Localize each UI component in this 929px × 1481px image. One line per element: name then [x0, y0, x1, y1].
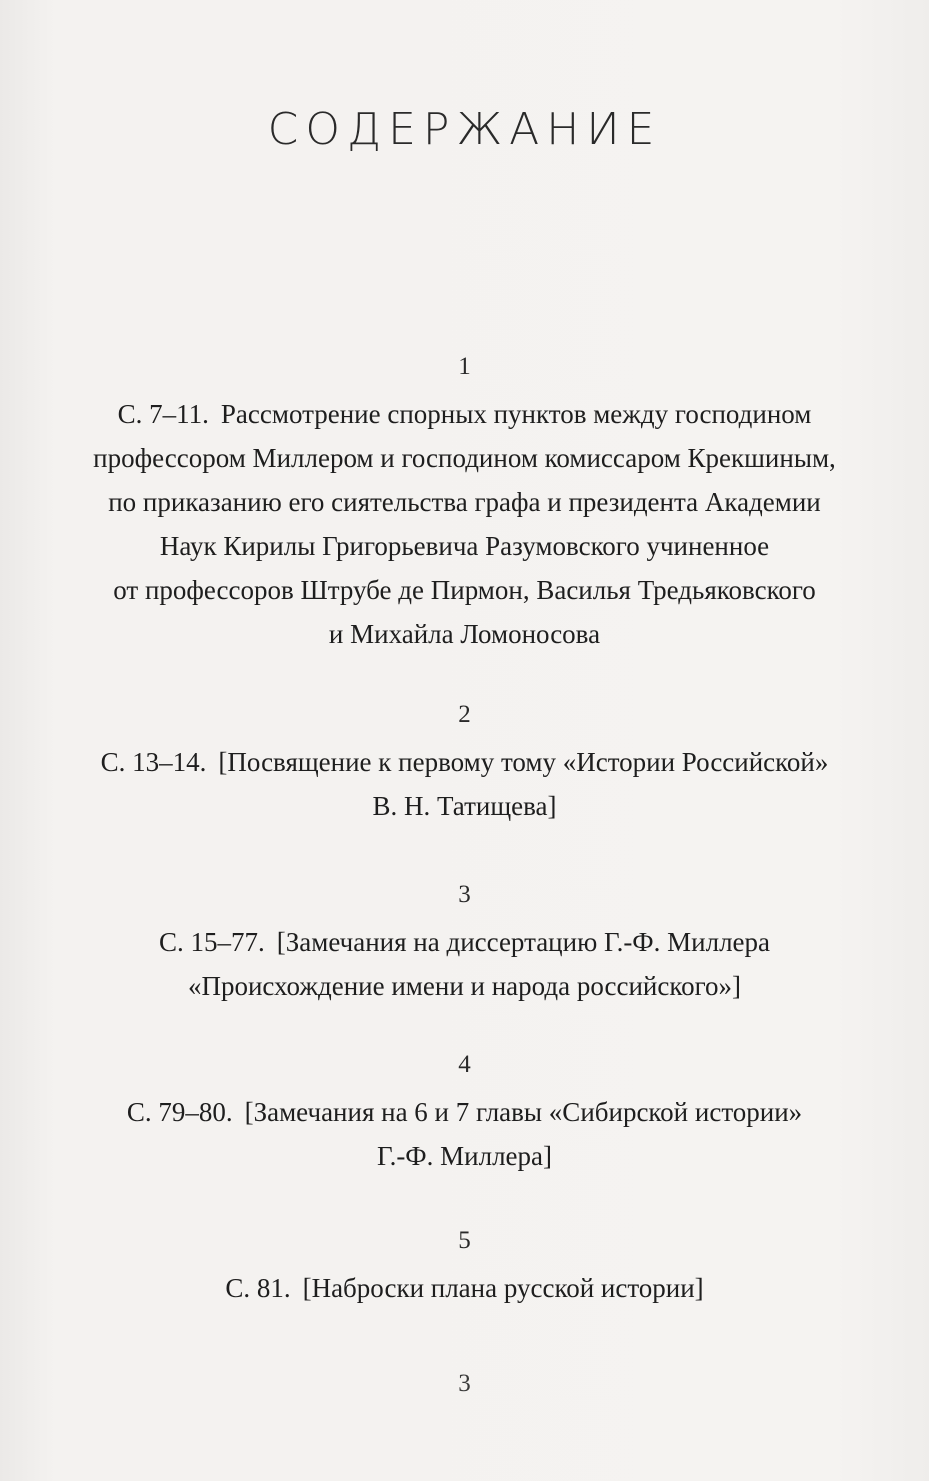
- entry-line: от профессоров Штрубе де Пирмон, Василья Тредьяковского: [113, 575, 816, 605]
- toc-entry: [40, 740, 889, 828]
- section-number: 3: [458, 881, 471, 908]
- page-range: С. 15–77.: [158, 927, 265, 957]
- toc-section-5: [40, 1226, 889, 1310]
- entry-line: Наук Кирилы Григорьевича Разумовского учиненное: [159, 531, 770, 561]
- page-range: С. 13–14.: [100, 747, 207, 777]
- toc-section-4: [40, 1050, 889, 1178]
- entry-line: профессором Миллером и господином комиссаром Крекшиным,: [93, 443, 836, 473]
- page-title: СОДЕРЖАНИЕ: [267, 104, 662, 155]
- entry-line: «Происхождение имени и народа российского»]: [187, 971, 742, 1001]
- entry-line: В. Н. Татищева]: [372, 791, 557, 821]
- section-number: 4: [458, 1051, 471, 1078]
- entry-line: С. 7–11. Рассмотрение спорных пунктов между господином: [117, 399, 812, 429]
- toc-section-3: [40, 880, 889, 1008]
- page-range: С. 79–80.: [126, 1097, 233, 1127]
- toc-entry: [40, 920, 889, 1008]
- entry-line: С. 15–77. [Замечания на диссертацию Г.-Ф. Миллера: [158, 927, 771, 957]
- section-number: 5: [458, 1227, 471, 1254]
- page-range: С. 81.: [225, 1273, 291, 1303]
- toc-entry: [40, 392, 889, 656]
- entry-line: Г.-Ф. Миллера]: [377, 1141, 552, 1171]
- entry-line: и Михайла Ломоносова: [328, 619, 601, 649]
- entry-line: С. 13–14. [Посвящение к первому тому «Истории Российской»: [100, 747, 829, 777]
- entry-line: по приказанию его сиятельства графа и президента Академии: [108, 487, 821, 517]
- entry-line: С. 81. [Наброски плана русской истории]: [225, 1273, 704, 1303]
- toc-entry: [40, 1090, 889, 1178]
- page-range: С. 7–11.: [117, 399, 209, 429]
- section-number: 2: [458, 701, 471, 728]
- section-number: 1: [458, 353, 471, 380]
- toc-section-2: [40, 700, 889, 828]
- toc-entry: [40, 1266, 889, 1310]
- entry-line: С. 79–80. [Замечания на 6 и 7 главы «Сибирской истории»: [126, 1097, 803, 1127]
- toc-section-1: [40, 352, 889, 656]
- page-number: 3: [458, 1370, 471, 1397]
